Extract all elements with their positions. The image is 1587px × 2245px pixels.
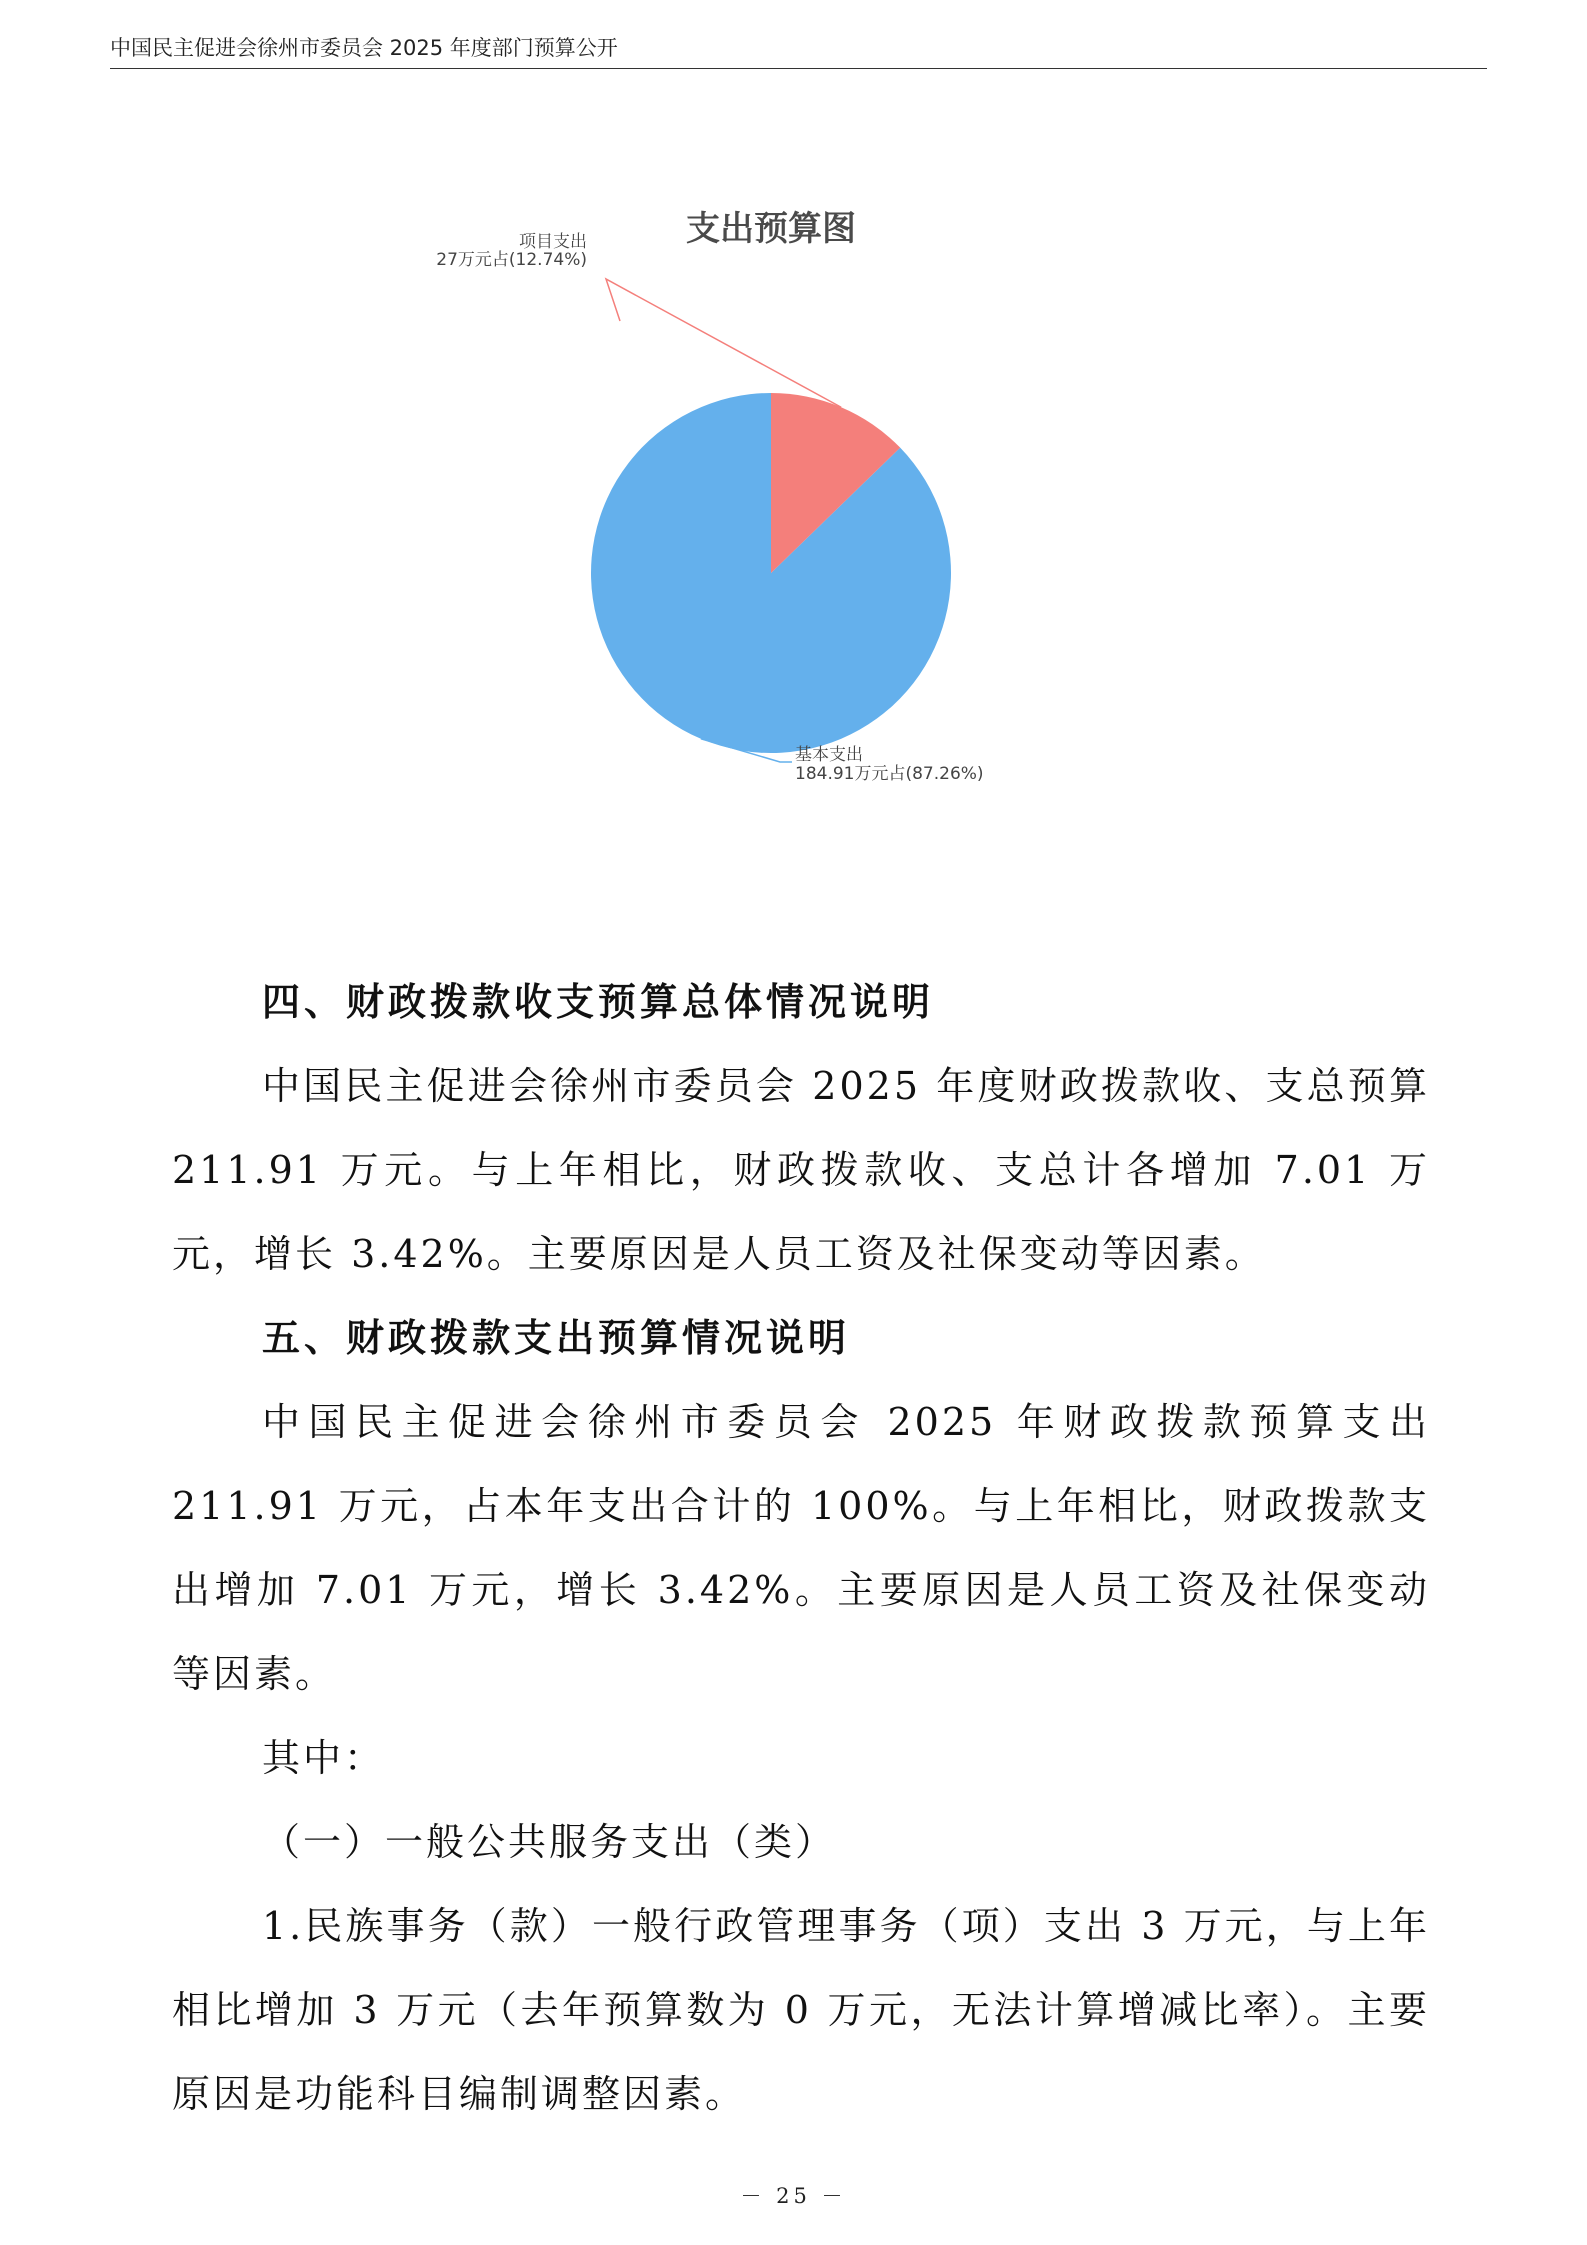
section-heading-5: 五、财政拨款支出预算情况说明 [262, 1316, 851, 1360]
among-label: 其中： [262, 1736, 386, 1780]
chart-title: 支出预算图 [686, 209, 856, 249]
section-heading-4: 四、财政拨款收支预算总体情况说明 [262, 980, 935, 1024]
header-title: 中国民主促进会徐州市委员会 2025 年度部门预算公开 [110, 36, 618, 60]
leader-line-1 [606, 279, 841, 407]
slice-name-label-0: 基本支出 [795, 745, 863, 765]
item-1-paragraph: 1.民族事务（款）一般行政管理事务（项）支出 3 万元，与上年相比增加 3 万元（去年预算数为 0 万元，无法计算增减比率）。主要原因是功能科目编制调整因素。 [172, 1904, 1430, 2116]
main-content [172, 960, 1430, 2136]
page-number: － 25 － [740, 2184, 847, 2208]
slice-value-label-1: 27万元占(12.74%) [436, 250, 587, 270]
slice-name-label-1: 项目支出 [519, 232, 587, 252]
sub-heading-general-services: （一）一般公共服务支出（类） [262, 1820, 837, 1864]
section-paragraph-5: 中国民主促进会徐州市委员会 2025 年财政拨款预算支出 211.91 万元，占本年支出合计的 100%。与上年相比，财政拨款支出增加 7.01 万元，增长 3.42%。主要原因是人员工资及社保变动等因素。 [172, 1400, 1430, 1696]
slice-value-label-0: 184.91万元占(87.26%) [795, 764, 984, 784]
section-paragraph-4: 中国民主促进会徐州市委员会 2025 年度财政拨款收、支总预算 211.91 万元。与上年相比，财政拨款收、支总计各增加 7.01 万元，增长 3.42%。主要原因是人员工资及社保变动等因素。 [172, 1064, 1430, 1276]
expense-pie-chart [436, 195, 1120, 815]
page-header [110, 28, 1487, 69]
